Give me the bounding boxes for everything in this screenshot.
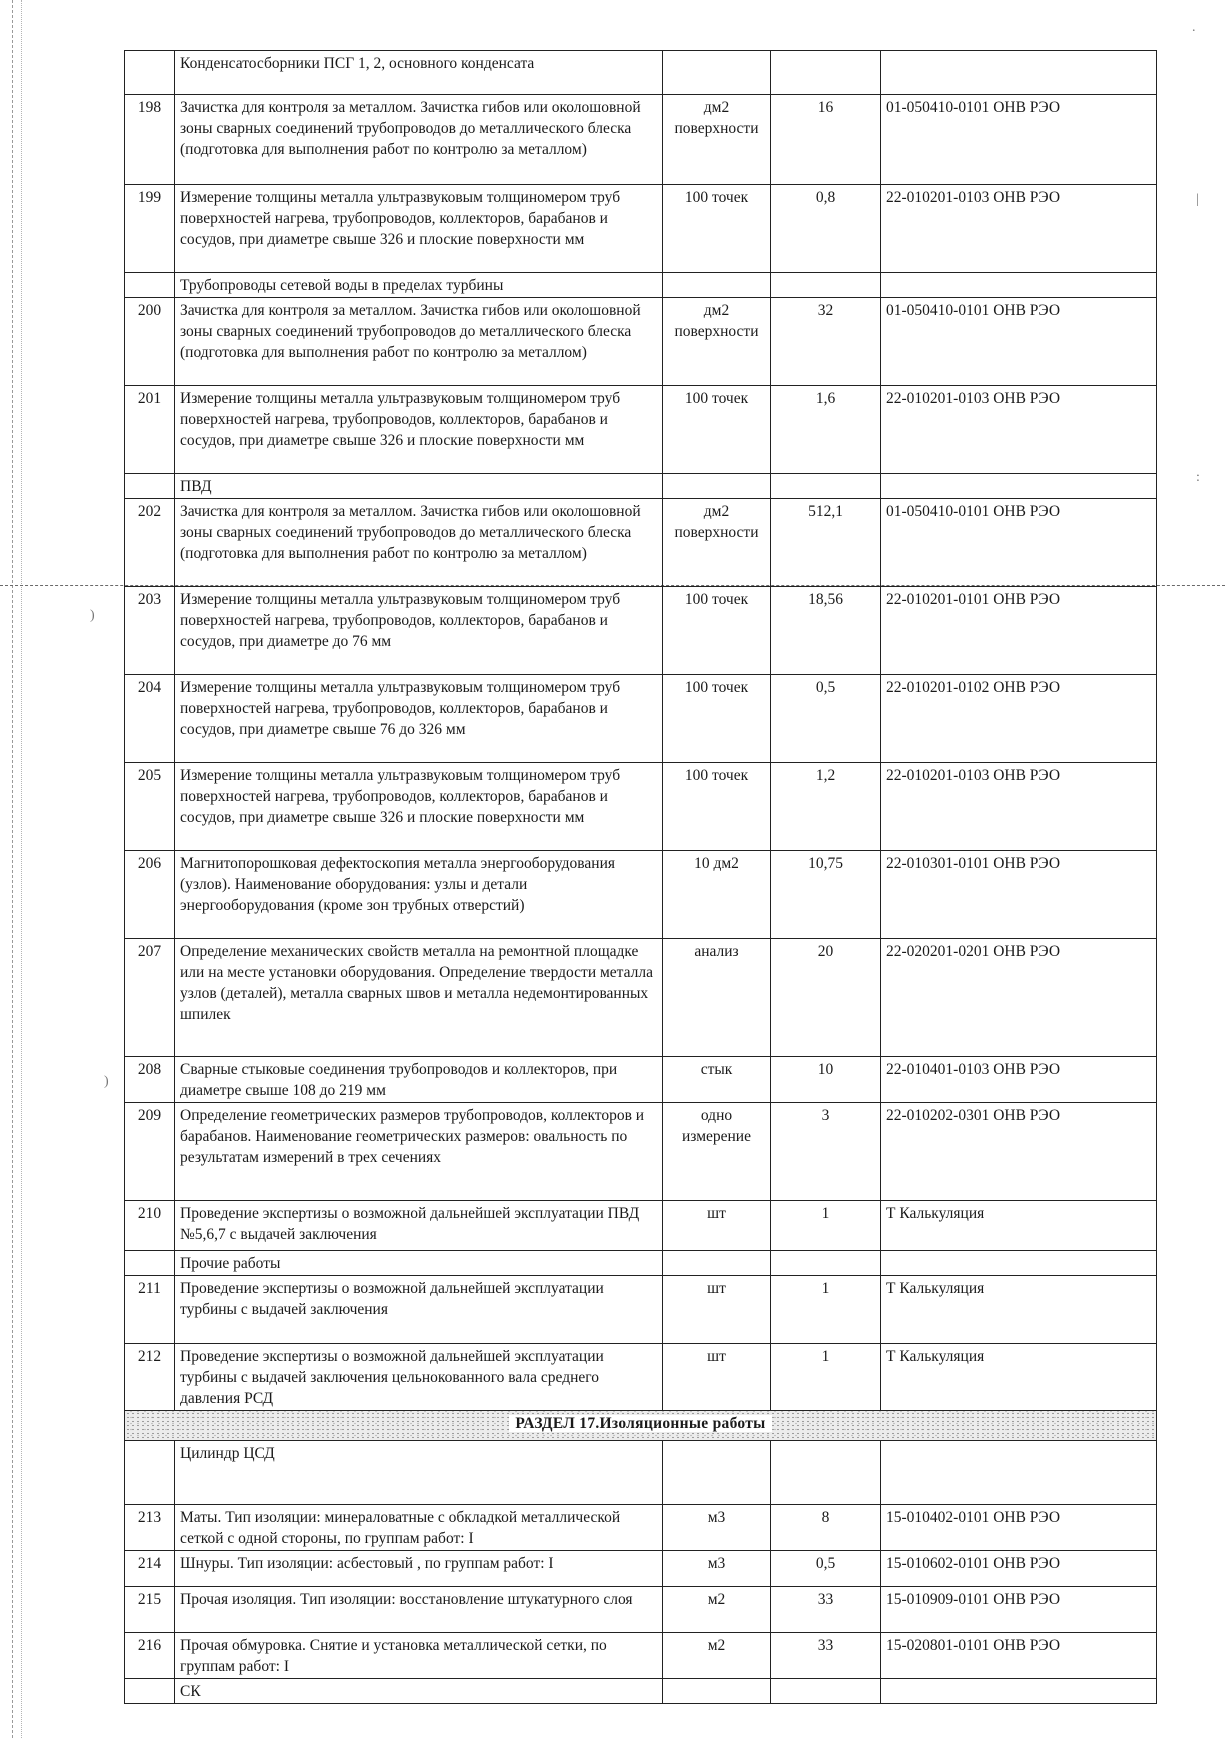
quantity: 20 <box>771 939 881 1057</box>
table-row <box>125 1633 1157 1679</box>
section-title: Прочие работы <box>175 1251 663 1276</box>
empty-cell <box>881 273 1157 298</box>
empty-cell <box>881 51 1157 95</box>
section-header-row <box>125 1441 1157 1505</box>
unit-of-measure: 100 точек <box>663 763 771 851</box>
row-number: 212 <box>125 1344 175 1411</box>
table-row <box>125 1344 1157 1411</box>
norm-code: 22-010201-0101 ОНВ РЭО <box>881 587 1157 675</box>
section-title: ПВД <box>175 474 663 499</box>
row-number: 210 <box>125 1201 175 1251</box>
section-header-row <box>125 51 1157 95</box>
empty-cell <box>881 474 1157 499</box>
row-number: 202 <box>125 499 175 587</box>
empty-cell <box>881 1441 1157 1505</box>
empty-cell <box>125 1679 175 1704</box>
chapter-title: РАЗДЕЛ 17.Изоляционные работы <box>509 1415 771 1432</box>
norm-code: 01-050410-0101 ОНВ РЭО <box>881 499 1157 587</box>
unit-of-measure: м3 <box>663 1551 771 1587</box>
unit-of-measure: м3 <box>663 1505 771 1551</box>
work-description: Маты. Тип изоляции: минераловатные с обкладкой металлической сеткой с одной стороны, по группам работ: I <box>175 1505 663 1551</box>
quantity: 32 <box>771 298 881 386</box>
row-number: 199 <box>125 185 175 273</box>
work-description: Измерение толщины металла ультразвуковым толщиномером труб поверхностей нагрева, трубопроводов, коллекторов, барабанов и сосудов, при диаметре свыше 76 до 326 мм <box>175 675 663 763</box>
empty-cell <box>881 1679 1157 1704</box>
work-description: Определение механических свойств металла на ремонтной площадке или на месте установки оборудования. Определение твердости металла узлов (деталей), металла сварных швов и металла недемонтированных шпилек <box>175 939 663 1057</box>
work-description: Измерение толщины металла ультразвуковым толщиномером труб поверхностей нагрева, трубопроводов, коллекторов, барабанов и сосудов, при диаметре свыше 326 и плоские поверхности мм <box>175 763 663 851</box>
work-description: Проведение экспертизы о возможной дальнейшей эксплуатации турбины с выдачей заключения <box>175 1276 663 1344</box>
empty-cell <box>771 1251 881 1276</box>
table-row <box>125 1587 1157 1633</box>
empty-cell <box>771 1679 881 1704</box>
quantity: 33 <box>771 1633 881 1679</box>
empty-cell <box>663 474 771 499</box>
row-number: 201 <box>125 386 175 474</box>
quantity: 1,2 <box>771 763 881 851</box>
work-description: Определение геометрических размеров трубопроводов, коллекторов и барабанов. Наименование геометрических размеров: овальность по результатам измерений в трех сечениях <box>175 1103 663 1201</box>
row-number: 205 <box>125 763 175 851</box>
unit-of-measure: стык <box>663 1057 771 1103</box>
norm-code: Т Калькуляция <box>881 1201 1157 1251</box>
unit-of-measure: 100 точек <box>663 675 771 763</box>
row-number: 198 <box>125 95 175 185</box>
margin-mark: ) <box>90 608 95 623</box>
unit-of-measure: 100 точек <box>663 185 771 273</box>
norm-code: Т Калькуляция <box>881 1344 1157 1411</box>
table-row <box>125 298 1157 386</box>
quantity: 1,6 <box>771 386 881 474</box>
table-row <box>125 851 1157 939</box>
quantity: 1 <box>771 1201 881 1251</box>
norm-code: 22-010201-0103 ОНВ РЭО <box>881 763 1157 851</box>
empty-cell <box>663 1441 771 1505</box>
norm-code: 15-010602-0101 ОНВ РЭО <box>881 1551 1157 1587</box>
unit-of-measure: одно измерение <box>663 1103 771 1201</box>
norm-code: 22-010201-0103 ОНВ РЭО <box>881 386 1157 474</box>
table-row <box>125 386 1157 474</box>
empty-cell <box>771 474 881 499</box>
unit-of-measure: 100 точек <box>663 386 771 474</box>
margin-mark: ) <box>104 1074 109 1089</box>
row-number: 209 <box>125 1103 175 1201</box>
row-number: 214 <box>125 1551 175 1587</box>
quantity: 16 <box>771 95 881 185</box>
row-number: 207 <box>125 939 175 1057</box>
quantity: 33 <box>771 1587 881 1633</box>
work-description: Зачистка для контроля за металлом. Зачистка гибов или околошовной зоны сварных соединений трубопроводов до металлического блеска (подготовка для выполнения работ по контролю за металлом) <box>175 95 663 185</box>
empty-cell <box>663 51 771 95</box>
empty-cell <box>125 474 175 499</box>
row-number: 200 <box>125 298 175 386</box>
work-description: Измерение толщины металла ультразвуковым толщиномером труб поверхностей нагрева, трубопроводов, коллекторов, барабанов и сосудов, при диаметре до 76 мм <box>175 587 663 675</box>
row-number: 203 <box>125 587 175 675</box>
work-description: Сварные стыковые соединения трубопроводов и коллекторов, при диаметре свыше 108 до 219 мм <box>175 1057 663 1103</box>
work-description: Проведение экспертизы о возможной дальнейшей эксплуатации турбины с выдачей заключения цельнокованного вала среднего давления РСД <box>175 1344 663 1411</box>
table-row <box>125 95 1157 185</box>
table-row <box>125 675 1157 763</box>
quantity: 10,75 <box>771 851 881 939</box>
quantity: 18,56 <box>771 587 881 675</box>
unit-of-measure: дм2 поверхности <box>663 499 771 587</box>
table-row <box>125 1505 1157 1551</box>
table-row <box>125 185 1157 273</box>
work-description: Шнуры. Тип изоляции: асбестовый , по группам работ: I <box>175 1551 663 1587</box>
norm-code: 22-010201-0103 ОНВ РЭО <box>881 185 1157 273</box>
empty-cell <box>125 51 175 95</box>
unit-of-measure: шт <box>663 1201 771 1251</box>
quantity: 10 <box>771 1057 881 1103</box>
quantity: 8 <box>771 1505 881 1551</box>
table-row <box>125 1103 1157 1201</box>
unit-of-measure: анализ <box>663 939 771 1057</box>
row-number: 213 <box>125 1505 175 1551</box>
empty-cell <box>663 1679 771 1704</box>
section-header-row <box>125 1679 1157 1704</box>
quantity: 512,1 <box>771 499 881 587</box>
table-row <box>125 587 1157 675</box>
section-title: СК <box>175 1679 663 1704</box>
section-header-row <box>125 273 1157 298</box>
norm-code: 22-010401-0103 ОНВ РЭО <box>881 1057 1157 1103</box>
row-number: 204 <box>125 675 175 763</box>
quantity: 0,5 <box>771 1551 881 1587</box>
table-row <box>125 1201 1157 1251</box>
unit-of-measure: 100 точек <box>663 587 771 675</box>
work-description: Прочая изоляция. Тип изоляции: восстановление штукатурного слоя <box>175 1587 663 1633</box>
quantity: 0,5 <box>771 675 881 763</box>
norm-code: 15-010909-0101 ОНВ РЭО <box>881 1587 1157 1633</box>
work-description: Зачистка для контроля за металлом. Зачистка гибов или околошовной зоны сварных соединений трубопроводов до металлического блеска (подготовка для выполнения работ по контролю за металлом) <box>175 298 663 386</box>
norm-code: 22-010202-0301 ОНВ РЭО <box>881 1103 1157 1201</box>
table-row <box>125 1551 1157 1587</box>
estimate-table-body <box>125 51 1157 1704</box>
empty-cell <box>771 51 881 95</box>
quantity: 0,8 <box>771 185 881 273</box>
section-header-row <box>125 474 1157 499</box>
unit-of-measure: 10 дм2 <box>663 851 771 939</box>
norm-code: 22-010201-0102 ОНВ РЭО <box>881 675 1157 763</box>
table-row <box>125 1057 1157 1103</box>
unit-of-measure: м2 <box>663 1587 771 1633</box>
empty-cell <box>125 1441 175 1505</box>
norm-code: Т Калькуляция <box>881 1276 1157 1344</box>
row-number: 216 <box>125 1633 175 1679</box>
margin-mark: . <box>1192 20 1196 35</box>
work-description: Измерение толщины металла ультразвуковым толщиномером труб поверхностей нагрева, трубопроводов, коллекторов, барабанов и сосудов, при диаметре свыше 326 и плоские поверхности мм <box>175 185 663 273</box>
section-title: Трубопроводы сетевой воды в пределах турбины <box>175 273 663 298</box>
norm-code: 01-050410-0101 ОНВ РЭО <box>881 298 1157 386</box>
norm-code: 01-050410-0101 ОНВ РЭО <box>881 95 1157 185</box>
table-row <box>125 939 1157 1057</box>
scan-fold-line-vertical <box>12 0 13 1738</box>
quantity: 1 <box>771 1344 881 1411</box>
empty-cell <box>771 1441 881 1505</box>
work-description: Проведение экспертизы о возможной дальнейшей эксплуатации ПВД №5,6,7 с выдачей заключения <box>175 1201 663 1251</box>
quantity: 3 <box>771 1103 881 1201</box>
work-description: Зачистка для контроля за металлом. Зачистка гибов или околошовной зоны сварных соединений трубопроводов до металлического блеска (подготовка для выполнения работ по контролю за металлом) <box>175 499 663 587</box>
unit-of-measure: м2 <box>663 1633 771 1679</box>
quantity: 1 <box>771 1276 881 1344</box>
unit-of-measure: шт <box>663 1344 771 1411</box>
row-number: 206 <box>125 851 175 939</box>
row-number: 211 <box>125 1276 175 1344</box>
empty-cell <box>663 273 771 298</box>
empty-cell <box>881 1251 1157 1276</box>
norm-code: 15-020801-0101 ОНВ РЭО <box>881 1633 1157 1679</box>
empty-cell <box>663 1251 771 1276</box>
chapter-title-cell <box>125 1411 1157 1441</box>
empty-cell <box>125 273 175 298</box>
section-title: Цилиндр ЦСД <box>175 1441 663 1505</box>
scan-edge-line <box>21 0 22 1738</box>
table-row <box>125 763 1157 851</box>
row-number: 208 <box>125 1057 175 1103</box>
norm-code: 15-010402-0101 ОНВ РЭО <box>881 1505 1157 1551</box>
section-header-row <box>125 1251 1157 1276</box>
section-title: Конденсатосборники ПСГ 1, 2, основного конденсата <box>175 51 663 95</box>
unit-of-measure: дм2 поверхности <box>663 95 771 185</box>
empty-cell <box>125 1251 175 1276</box>
estimate-table <box>124 50 1157 1704</box>
work-description: Измерение толщины металла ультразвуковым толщиномером труб поверхностей нагрева, трубопроводов, коллекторов, барабанов и сосудов, при диаметре свыше 326 и плоские поверхности мм <box>175 386 663 474</box>
table-row <box>125 499 1157 587</box>
margin-mark: | <box>1196 192 1199 207</box>
work-description: Магнитопорошковая дефектоскопия металла энергооборудования (узлов). Наименование оборудования: узлы и детали энергооборудования (кроме зон трубных отверстий) <box>175 851 663 939</box>
norm-code: 22-010301-0101 ОНВ РЭО <box>881 851 1157 939</box>
row-number: 215 <box>125 1587 175 1633</box>
norm-code: 22-020201-0201 ОНВ РЭО <box>881 939 1157 1057</box>
unit-of-measure: шт <box>663 1276 771 1344</box>
unit-of-measure: дм2 поверхности <box>663 298 771 386</box>
chapter-header-row <box>125 1411 1157 1441</box>
margin-mark: : <box>1196 470 1200 485</box>
work-description: Прочая обмуровка. Снятие и установка металлической сетки, по группам работ: I <box>175 1633 663 1679</box>
table-row <box>125 1276 1157 1344</box>
empty-cell <box>771 273 881 298</box>
